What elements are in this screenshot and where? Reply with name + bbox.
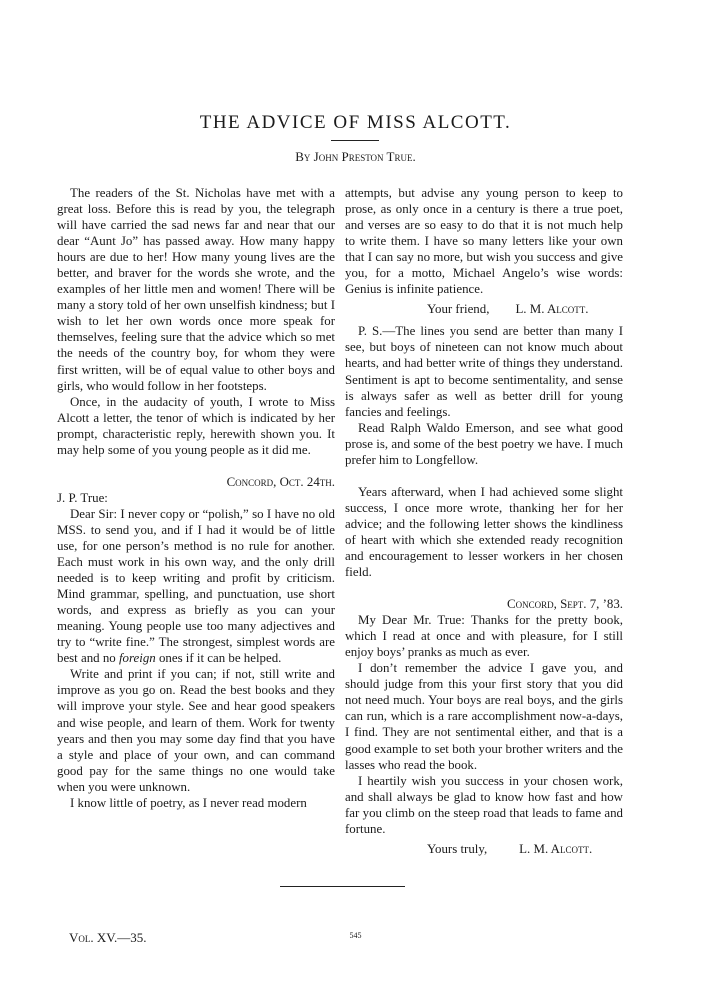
letter-date: Concord, Oct. 24th. — [226, 474, 335, 489]
page-number: 545 — [349, 931, 362, 940]
emphasis-text: foreign — [118, 651, 156, 666]
title-divider — [331, 140, 379, 141]
closing: Your friend, — [427, 302, 490, 317]
left-column — [57, 185, 335, 811]
footer-divider — [280, 886, 405, 887]
letter-paragraph — [57, 506, 335, 666]
letter-paragraph: I know little of poetry, as I never read modern — [70, 795, 307, 810]
letter-paragraph: I don’t remember the advice I gave you, and should judge from this your first story that you did not need much. Your boys are real boys, and the girls can run, which is a rare accomplishment now-a-days, I find. They are not sentimental either, and that is a good example to set both your brother writers and the lasses who read the book. — [345, 661, 623, 772]
letter-paragraph: Write and print if you can; if not, still write and improve as you go on. Read the best books and they will improve your style. See and hear good speakers and wise people, and learn of them. Work for twenty years and then you may some day find that you have a style and place of your own, and can command good pay for the same things no one would take when you were unknown. — [57, 667, 335, 794]
right-column — [345, 185, 623, 857]
letter-text: ones if it can be helped. — [158, 651, 282, 666]
postscript-2: Read Ralph Waldo Emerson, and see what good prose is, and some of the best poetry we have. I much prefer him to Longfellow. — [345, 420, 623, 467]
letter-signature-block — [345, 841, 623, 857]
narrative-paragraph: Years afterward, when I had achieved some slight success, I once more wrote, thanking her for her advice; and the following letter shows the kindliness of heart with which she extended ready recognition and encouragement to lesser workers in her chosen field. — [345, 484, 623, 580]
letter-paragraph: My Dear Mr. True: Thanks for the pretty book, which I read at once and with pleasure, for I still enjoy boys’ pranks as much as ever. — [345, 613, 623, 660]
byline: By John Preston True. — [295, 149, 416, 164]
postscript: P. S.—The lines you send are better than many I see, but boys of nineteen can not know much about hearts, and had better write of things they understand. Sentiment is apt to become sentimentality, and sense is always safer as well as better drill for young fancies and feelings. — [345, 324, 623, 419]
intro-paragraph: The readers of the St. Nicholas have met with a great loss. Before this is read by you, the telegraph will have carried the sad news far and near that our dear “Aunt Jo” has passed away. How many happy hours are due to her! How many young lives are the better, and braver for the words she wrote, and the examples of her little men and women! There will be many a story told of her own unselfish kindness; but I wish to let her own words once more speak for themselves, feeling sure that the advice which so met the needs of the country boy, for whom they were first written, will be of equal value to other boys and girls, who would follow in her footsteps. — [57, 186, 335, 393]
letter-paragraph: I heartily wish you success in your chosen work, and shall always be glad to know how fast and how far you climb on the steep road that leads to fame and fortune. — [345, 773, 623, 836]
letter-signature-block — [345, 301, 623, 317]
letter-date: Concord, Sept. 7, ’83. — [507, 597, 623, 612]
letter-text: Dear Sir: I never copy or “polish,” so I have no old MSS. to send you, and if I had it would be of little use, for one person’s method is no rule for another. Each must work in his own way, and the only drill needed is to keep writing and profit by criticism. Mind grammar, spelling, and punctuation, use short words, and express as briefly as you can your meaning. Young people use too many adjectives and try to “write fine.” The strongest, simplest words are best and no — [57, 506, 335, 666]
signature: L. M. Alcott. — [515, 302, 589, 317]
page-title: THE ADVICE OF MISS ALCOTT. — [199, 112, 512, 133]
letter-paragraph: attempts, but advise any young person to keep to prose, as only once in a century is there a true poet, and verses are so easy to do that it is not much help to write them. I have so many letters like your own that I can say no more, but wish you success and give you, for a motto, Michael Angelo’s wise words: Genius is infinite patience. — [345, 186, 623, 297]
signature: L. M. Alcott. — [519, 841, 593, 856]
closing: Yours truly, — [427, 841, 488, 856]
volume-label: Vol. XV.—35. — [69, 930, 147, 945]
intro-paragraph-2: Once, in the audacity of youth, I wrote to Miss Alcott a letter, the tenor of which is indicated by her prompt, characteristic reply, herewith shown you. It may help some of you young people as it did me. — [57, 394, 335, 457]
letter-addressee: J. P. True: — [57, 490, 108, 505]
